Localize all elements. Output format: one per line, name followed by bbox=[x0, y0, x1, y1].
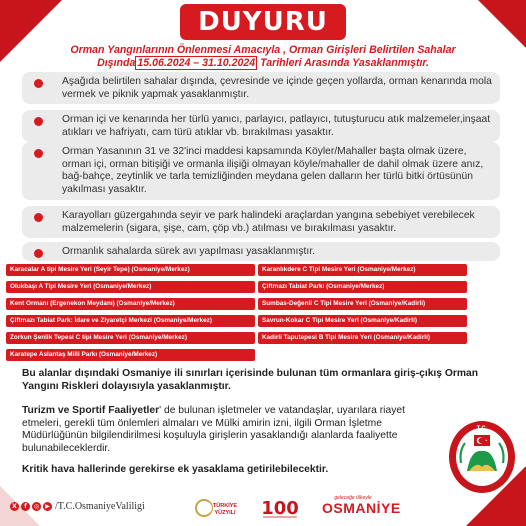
turkiye-line-2: YÜZYILI bbox=[214, 510, 236, 516]
tourism-bold-lead: Turizm ve Sportif Faaliyetler bbox=[22, 405, 160, 416]
social-handle[interactable]: /T.C.OsmaniyeValiligi bbox=[55, 501, 145, 512]
emblem-ring-text: OSMANİYE VALİLİĞİ bbox=[458, 470, 506, 488]
permitted-area-item: Savrun-Kokar C Tipi Mesire Yeri (Osmaniye/Kadirli) bbox=[258, 315, 467, 327]
permitted-area-item: Çiftmazı Tabiat Park: İdare ve Ziyaretçi Merkezi (Osmaniye/Merkez) bbox=[6, 315, 255, 327]
permitted-area-item: Karatepe Aslantaş Milli Parkı (Osmaniye/Merkez) bbox=[6, 349, 255, 361]
permitted-area-item: Zorkun Şenlik Tepesi C tipi Mesire Yeri (Osmaniye/Merkez) bbox=[6, 332, 255, 344]
turkiye-line-1: TÜRKİYE bbox=[212, 503, 238, 509]
rule-item bbox=[22, 72, 500, 104]
youtube-icon[interactable]: ▶ bbox=[43, 502, 52, 511]
bullet-dot-icon bbox=[34, 149, 43, 158]
bullet-dot-icon bbox=[34, 213, 43, 222]
rule-item bbox=[22, 110, 500, 142]
forest-ban-paragraph: Bu alanlar dışındaki Osmaniye ili sınırları içerisinde bulunan tüm ormanlara giriş-çıkış Orman Yangını Riskleri dolayısıyla yasaklanmıştır. bbox=[22, 368, 479, 392]
permitted-area-item: Sumbas-Değenli C Tipi Mesire Yeri (Osmaniye/Kadirli) bbox=[258, 298, 467, 310]
osmaniye-wordmark: OSMANİYE bbox=[322, 500, 401, 516]
permitted-area-item: Olukbaşı A Tipi Mesire Yeri (Osmaniye/Merkez) bbox=[6, 281, 255, 293]
bullet-dot-icon bbox=[34, 249, 43, 258]
tourism-paragraph bbox=[22, 405, 442, 455]
subtitle bbox=[20, 44, 506, 70]
permitted-area-item: Kent Ormanı (Ergenekon Meydanı) (Osmaniye/Merkez) bbox=[6, 298, 255, 310]
osmaniye-logo bbox=[322, 495, 401, 521]
emblem-top-text: T.C. bbox=[476, 426, 488, 432]
x-icon[interactable]: X bbox=[10, 502, 19, 511]
centennial-number: 100 bbox=[261, 498, 299, 519]
facebook-icon[interactable]: f bbox=[21, 502, 30, 511]
bullet-dot-icon bbox=[34, 117, 43, 126]
rule-item bbox=[22, 242, 500, 261]
osmaniye-governorship-emblem bbox=[447, 413, 517, 495]
permitted-area-item: Karacalar A tipi Mesire Yeri (Seyir Tepe) (Osmaniye/Merkez) bbox=[6, 264, 255, 276]
rule-text: Aşağıda belirtilen sahalar dışında, çevresinde ve içinde geçen yollarda, orman kenarında mola vermek ve piknik yapmak yasaklanmıştır. bbox=[62, 76, 492, 100]
date-range: 15.06.2024 – 31.10.2024 bbox=[137, 57, 256, 69]
rule-item bbox=[22, 142, 500, 200]
rule-text: Orman Yasanının 31 ve 32'inci maddesi kapsamında Köyler/Mahaller başta olmak üzere, orman içi, orman bitişiği ve ormanla ilişiği olmayan köyle/mahaller de dahil olmak üzere anız, bağ-bahçe, zeytinlik ve tarla temizliğinden meydana gelen dalların her türlü bitki örtüsünün yakılması yasaktır. bbox=[62, 146, 484, 195]
rule-text: Karayolları güzergahında seyir ve park halindeki araçlardan yangına sebebiyet verebilecek malzemelerin (sigara, şişe, cam, çöp vb.) atılması ve bırakılması yasaktır. bbox=[62, 210, 475, 234]
centennial-logo bbox=[255, 496, 305, 520]
instagram-icon[interactable]: ◎ bbox=[33, 503, 40, 510]
permitted-area-item: Çiftmazı Tabiat Parkı (Osmaniye/Merkez) bbox=[258, 281, 467, 293]
subtitle-line-2-suffix: Tarihleri Arasında Yasaklanmıştır. bbox=[257, 57, 429, 69]
rule-item bbox=[22, 206, 500, 238]
critical-weather-note: Kritik hava hallerinde gerekirse ek yasaklama getirilebilecektir. bbox=[22, 464, 329, 475]
permitted-area-item: Kadirli Taputepesi B Tipi Mesire Yeri (Osmaniye/Kadirli) bbox=[258, 332, 467, 344]
tourism-rest: ' de bulunan işletmeler ve vatandaşlar, uyarılara riayet etmeleri, gerekli tüm önlemleri almaları ve Mülki amirin izni, ilgili Orman İşletme Müdürlüğünün bilgilendirilmesi koşuluyla girişlerin yasaklandığı alanlarda faaliyette bulunabileceklerdir. bbox=[22, 405, 405, 454]
bullet-dot-icon bbox=[34, 79, 43, 88]
permitted-area-item: Karanlıkdere C Tipi Mesire Yeri (Osmaniye/Merkez) bbox=[258, 264, 467, 276]
rule-text: Orman içi ve kenarında her türlü yanıcı, parlayıcı, patlayıcı, tutuşturucu atık malzemeler,inşaat atıkları ve hafriyatı, cam türü atıklar vb. bırakılması yasaktır. bbox=[62, 114, 491, 138]
corner-decoration-top-right bbox=[478, 0, 526, 48]
subtitle-line-1: Orman Yangınlarının Önlenmesi Amacıyla , Orman Girişleri Belirtilen Sahalar bbox=[70, 44, 456, 56]
subtitle-line-2 bbox=[20, 57, 506, 70]
subtitle-line-2-prefix: Dışında bbox=[97, 57, 136, 69]
social-links bbox=[10, 502, 52, 511]
turkiye-yuzyili-logo bbox=[195, 497, 245, 519]
osmaniye-tagline: geleceğe ülkeyle bbox=[334, 495, 372, 501]
rule-text: Ormanlık sahalarda sürek avı yapılması yasaklanmıştır. bbox=[62, 246, 315, 257]
page-title: DUYURU bbox=[180, 4, 346, 40]
